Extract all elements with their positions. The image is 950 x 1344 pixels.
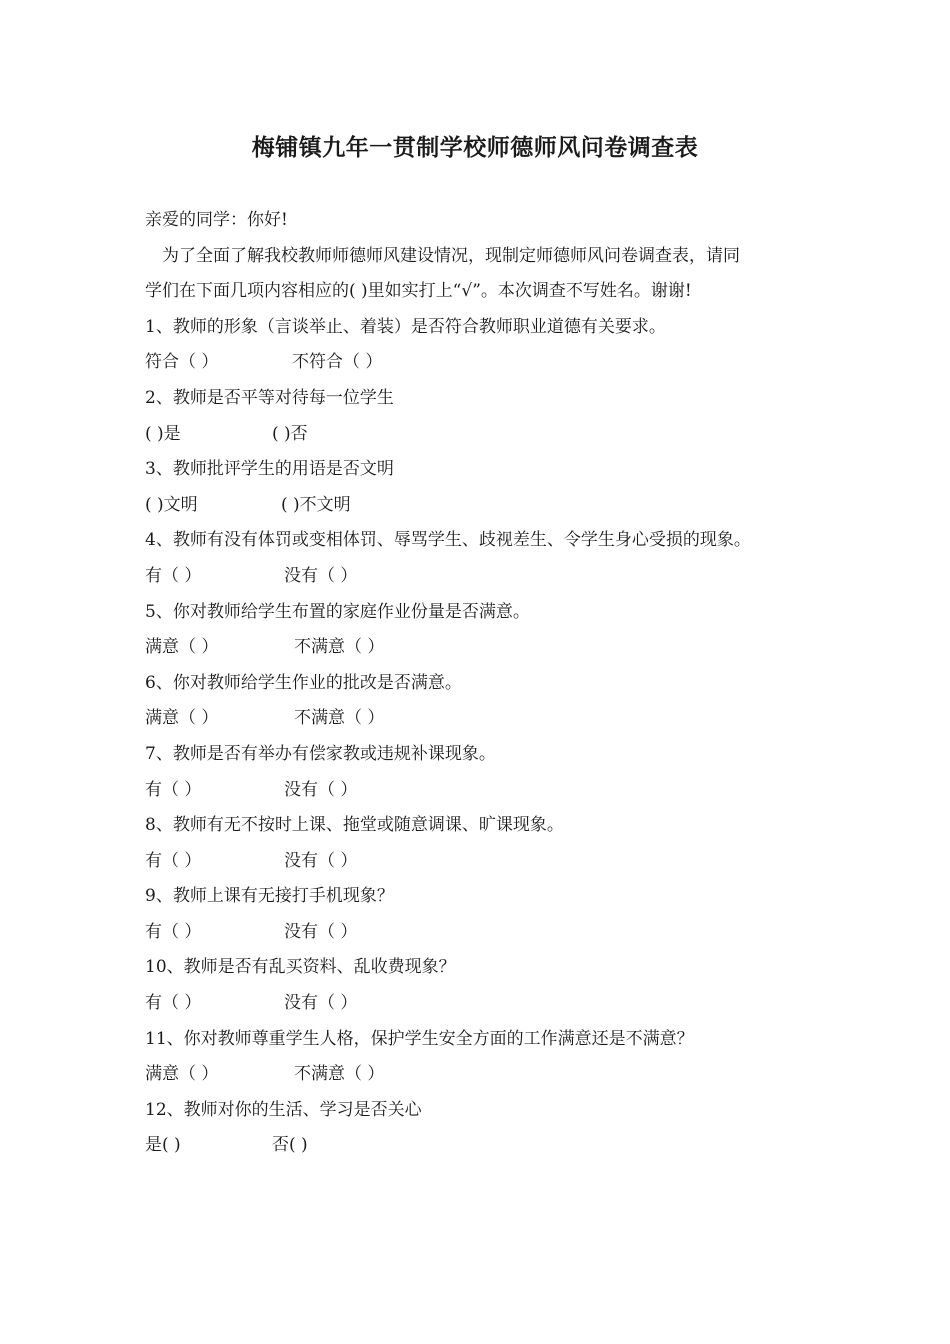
answer-options-7 <box>145 773 815 809</box>
question-2: 2、教师是否平等对待每一位学生 <box>145 387 394 408</box>
answer-options-9 <box>145 915 815 951</box>
option-no[interactable]: 没有（ ） <box>284 850 358 871</box>
option-yes[interactable]: 满意（ ） <box>145 708 219 729</box>
option-no[interactable]: 不符合（ ） <box>292 352 383 373</box>
option-no[interactable]: 没有（ ） <box>284 993 358 1014</box>
option-no[interactable]: ( )不文明 <box>281 494 351 515</box>
option-no[interactable]: 不满意（ ） <box>294 1064 385 1085</box>
option-yes[interactable]: 有（ ） <box>145 565 202 586</box>
question-12: 12、教师对你的生活、学习是否关心 <box>145 1099 422 1120</box>
option-yes[interactable]: ( )文明 <box>145 494 198 515</box>
question-7: 7、教师是否有举办有偿家教或违规补课现象。 <box>145 743 496 764</box>
document-title: 梅铺镇九年一贯制学校师德师风问卷调查表 <box>251 135 699 161</box>
answer-options-6 <box>145 701 815 737</box>
option-yes[interactable]: 是( ) <box>145 1135 181 1156</box>
intro-line-2: 学们在下面几项内容相应的( )里如实打上“√”。本次调查不写姓名。谢谢! <box>145 281 692 302</box>
option-no[interactable]: 否( ) <box>272 1135 308 1156</box>
question-10: 10、教师是否有乱买资料、乱收费现象？ <box>145 957 456 978</box>
option-no[interactable]: 没有（ ） <box>284 565 358 586</box>
option-yes[interactable]: 有（ ） <box>145 779 202 800</box>
question-4: 4、教师有没有体罚或变相体罚、辱骂学生、歧视差生、令学生身心受损的现象。 <box>145 530 751 551</box>
answer-options-1 <box>145 345 815 381</box>
answer-options-5 <box>145 630 815 666</box>
question-8: 8、教师有无不按时上课、拖堂或随意调课、旷课现象。 <box>145 815 564 836</box>
answer-options-4 <box>145 559 815 595</box>
option-yes[interactable]: 有（ ） <box>145 993 202 1014</box>
answer-options-11 <box>145 1057 815 1093</box>
question-11: 11、你对教师尊重学生人格，保护学生安全方面的工作满意还是不满意？ <box>145 1028 694 1049</box>
option-no[interactable]: 没有（ ） <box>284 779 358 800</box>
option-no[interactable]: 没有（ ） <box>284 921 358 942</box>
option-yes[interactable]: 有（ ） <box>145 850 202 871</box>
option-yes[interactable]: 有（ ） <box>145 921 202 942</box>
answer-options-8 <box>145 844 815 880</box>
option-yes[interactable]: 满意（ ） <box>145 1064 219 1085</box>
option-yes[interactable]: 符合（ ） <box>145 352 219 373</box>
answer-options-10 <box>145 986 815 1022</box>
question-9: 9、教师上课有无接打手机现象？ <box>145 886 394 907</box>
question-1: 1、教师的形象（言谈举止、着装）是否符合教师职业道德有关要求。 <box>145 316 666 337</box>
intro-line-1: 为了全面了解我校教师师德师风建设情况，现制定师德师风问卷调查表，请同 <box>162 245 740 266</box>
option-no[interactable]: 不满意（ ） <box>294 637 385 658</box>
option-yes[interactable]: ( )是 <box>145 423 181 444</box>
question-3: 3、教师批评学生的用语是否文明 <box>145 459 394 480</box>
option-no[interactable]: 不满意（ ） <box>294 708 385 729</box>
document-body <box>145 203 815 1164</box>
answer-options-3 <box>145 488 815 524</box>
answer-options-12 <box>145 1128 815 1164</box>
answer-options-2 <box>145 417 815 453</box>
question-5: 5、你对教师给学生布置的家庭作业份量是否满意。 <box>145 601 530 622</box>
greeting: 亲爱的同学：你好! <box>145 210 288 230</box>
question-6: 6、你对教师给学生作业的批改是否满意。 <box>145 672 462 693</box>
option-yes[interactable]: 满意（ ） <box>145 637 219 658</box>
option-no[interactable]: ( )否 <box>272 423 308 444</box>
